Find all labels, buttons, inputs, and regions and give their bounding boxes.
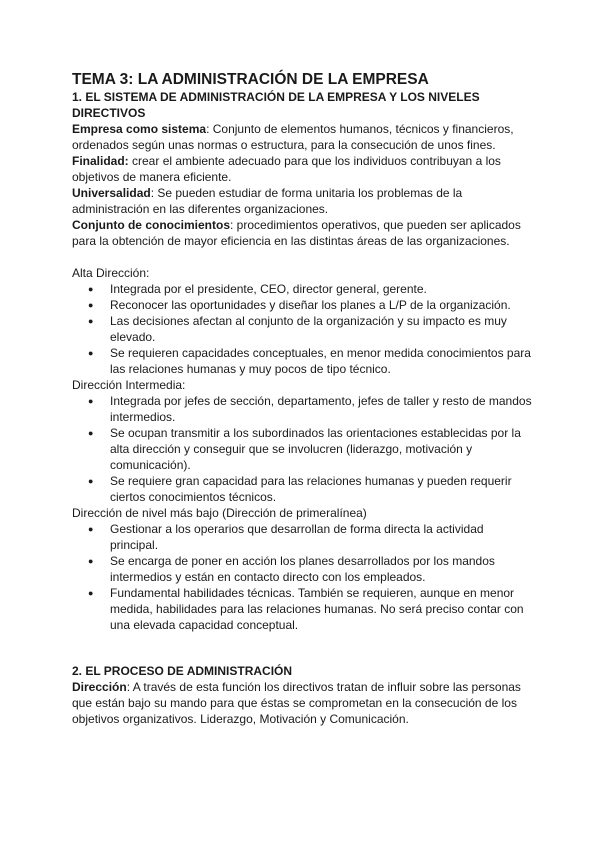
definition-text: crear el ambiente adecuado para que los individuos contribuyan a los objetivos de manera eficiente.	[72, 154, 501, 184]
definition-term: Conjunto de conocimientos	[72, 218, 230, 232]
level-label-intermedia: Dirección Intermedia:	[72, 378, 186, 392]
list-item: ● Las decisiones afectan al conjunto de la organización y su impacto es muy elevado.	[88, 314, 507, 344]
list-item: ● Integrada por el presidente, CEO, director general, gerente.	[88, 282, 427, 296]
bullet-icon: ●	[88, 300, 94, 310]
bullet-icon: ●	[88, 556, 94, 566]
bullet-icon: ●	[88, 524, 94, 534]
definition-term: Empresa como sistema	[72, 122, 207, 136]
bullet-icon: ●	[88, 316, 94, 326]
page-title: TEMA 3: LA ADMINISTRACIÓN DE LA EMPRESA	[72, 71, 429, 88]
definition-term: Dirección	[72, 680, 127, 694]
definition-text: Se pueden estudiar de forma unitaria los problemas de la administración en las diferentes organizaciones.	[72, 186, 463, 216]
list-item: ● Reconocer las oportunidades y diseñar los planes a L/P de la organización.	[88, 298, 511, 312]
level-label-primera-linea: Dirección de nivel más bajo (Dirección de primeralínea)	[72, 506, 367, 520]
definition-empresa-sistema: Empresa como sistema: Conjunto de elementos humanos, técnicos y financieros, ordenados según unas normas o estructura, para la consecución de unos fines.	[72, 122, 514, 152]
bullet-icon: ●	[88, 284, 94, 294]
definition-direccion: Dirección: A través de esta función los directivos tratan de influir sobre las personas que están bajo su mando para que éstas se comprometan en la consecución de los objetivos organizativos. Liderazgo, Motivación y Comunicación.	[72, 680, 521, 726]
definition-text: Conjunto de elementos humanos, técnicos y financieros, ordenados según unas normas o estructura, para la consecución de unos fines.	[72, 122, 514, 152]
definition-term: Finalidad:	[72, 154, 129, 168]
definition-universalidad: Universalidad: Se pueden estudiar de forma unitaria los problemas de la administración en las diferentes organizaciones.	[72, 186, 463, 216]
document-page	[72, 70, 532, 727]
level-label-alta: Alta Dirección:	[72, 266, 150, 280]
definition-conocimientos: Conjunto de conocimientos: procedimientos operativos, que pueden ser aplicados para la obtención de mayor eficiencia en las distintas áreas de las organizaciones.	[72, 218, 521, 248]
bullet-icon: ●	[88, 428, 94, 438]
definition-text: procedimientos operativos, que pueden ser aplicados para la obtención de mayor eficiencia en las distintas áreas de las organizaciones.	[72, 218, 521, 248]
section-1-heading: 1. EL SISTEMA DE ADMINISTRACIÓN DE LA EMPRESA Y LOS NIVELES DIRECTIVOS	[72, 90, 480, 120]
bullet-icon: ●	[88, 396, 94, 406]
list-item: ● Fundamental habilidades técnicas. También se requieren, aunque en menor medida, habilidades para las relaciones humanas. No será preciso contar con una elevada capacidad conceptual.	[88, 586, 524, 632]
bullet-icon: ●	[88, 348, 94, 358]
list-item: ● Se requiere gran capacidad para las relaciones humanas y pueden requerir ciertos conocimientos técnicos.	[88, 474, 512, 504]
level-list-primera-linea	[72, 521, 532, 633]
list-item: ● Integrada por jefes de sección, departamento, jefes de taller y resto de mandos intermedios.	[88, 394, 532, 424]
list-item: ● Gestionar a los operarios que desarrollan de forma directa la actividad principal.	[88, 522, 484, 552]
list-item: ● Se encarga de poner en acción los planes desarrollados por los mandos intermedios y están en contacto directo con los empleados.	[88, 554, 495, 584]
list-item: ● Se ocupan transmitir a los subordinados las orientaciones establecidas por la alta dirección y conseguir que se involucren (liderazgo, motivación y comunicación).	[88, 426, 521, 472]
level-list-intermedia	[72, 393, 532, 505]
bullet-icon: ●	[88, 476, 94, 486]
list-item: ● Se requieren capacidades conceptuales, en menor medida conocimientos para las relaciones humanas y muy pocos de tipo técnico.	[88, 346, 531, 376]
section-2-heading: 2. EL PROCESO DE ADMINISTRACIÓN	[72, 664, 293, 678]
definition-finalidad	[72, 153, 532, 185]
definition-text: A través de esta función los directivos tratan de influir sobre las personas que están bajo su mando para que éstas se comprometan en la consecución de los objetivos organizativos. Liderazgo, Motivación y Comunicación.	[72, 680, 521, 726]
definition-term: Universalidad	[72, 186, 151, 200]
level-list-alta	[72, 281, 532, 377]
bullet-icon: ●	[88, 588, 94, 598]
